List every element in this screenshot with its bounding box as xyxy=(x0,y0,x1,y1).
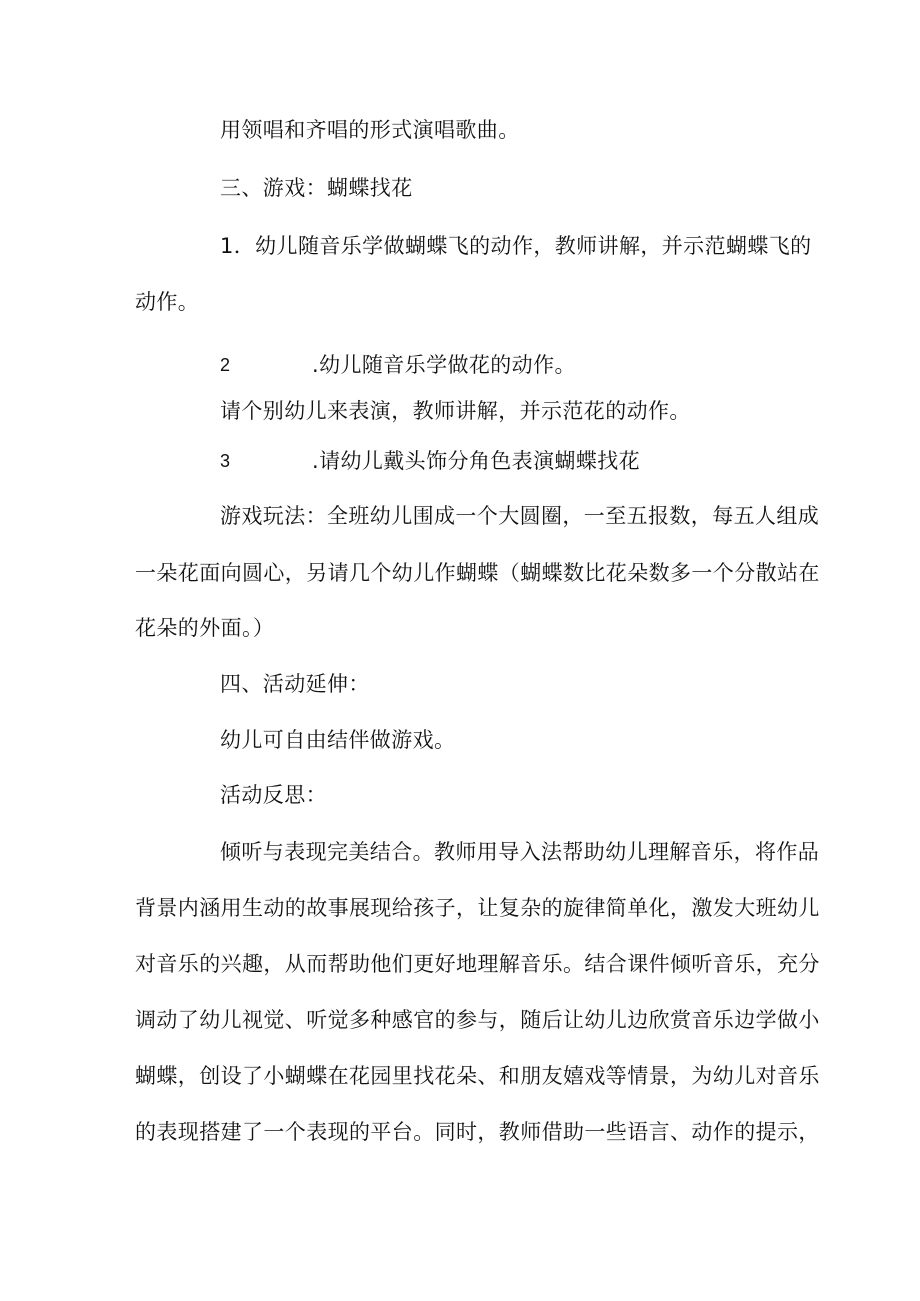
section-heading-reflection: 活动反思： xyxy=(220,783,327,807)
paragraph-line: 一朵花面向圆心，另请几个幼儿作蝴蝶（蝴蝶数比花朵数多一个分散站在 xyxy=(135,561,820,585)
list-item-1: 1．幼儿随音乐学做蝴蝶飞的动作，教师讲解，并示范蝴蝶飞的 xyxy=(220,234,812,258)
list-item-1-continued: 动作。 xyxy=(135,290,200,314)
list-item-3-number: 3 xyxy=(220,451,231,471)
paragraph-line: 的表现搭建了一个表现的平台。同时，教师借助一些语言、动作的提示， xyxy=(135,1120,820,1144)
paragraph-line: 游戏玩法：全班幼儿围成一个大圆圈，一至五报数，每五人组成 xyxy=(220,504,820,528)
paragraph-line: 花朵的外面。） xyxy=(135,616,275,640)
list-item-3: .请幼儿戴头饰分角色表演蝴蝶找花 xyxy=(312,449,641,473)
list-item-2-number: 2 xyxy=(220,355,231,375)
paragraph-line: 倾听与表现完美结合。教师用导入法帮助幼儿理解音乐，将作品 xyxy=(220,840,820,864)
list-item-2: .幼儿随音乐学做花的动作。 xyxy=(312,353,576,377)
section-heading-game: 三、游戏：蝴蝶找花 xyxy=(220,176,413,200)
paragraph-line: 蝴蝶，创设了小蝴蝶在花园里找花朵、和朋友嬉戏等情景，为幼儿对音乐 xyxy=(135,1064,820,1088)
paragraph-line: 调动了幼儿视觉、听觉多种感官的参与，随后让幼儿边欣赏音乐边学做小 xyxy=(135,1008,820,1032)
paragraph-line: 背景内涵用生动的故事展现给孩子，让复杂的旋律简单化，激发大班幼儿 xyxy=(135,896,820,920)
paragraph-line: 请个别幼儿来表演，教师讲解，并示范花的动作。 xyxy=(220,399,691,423)
paragraph-line: 用领唱和齐唱的形式演唱歌曲。 xyxy=(220,118,520,142)
section-heading-extension: 四、活动延伸： xyxy=(220,672,370,696)
paragraph-line: 对音乐的兴趣，从而帮助他们更好地理解音乐。结合课件倾听音乐，充分 xyxy=(135,952,820,976)
paragraph-line: 幼儿可自由结伴做游戏。 xyxy=(220,728,456,752)
